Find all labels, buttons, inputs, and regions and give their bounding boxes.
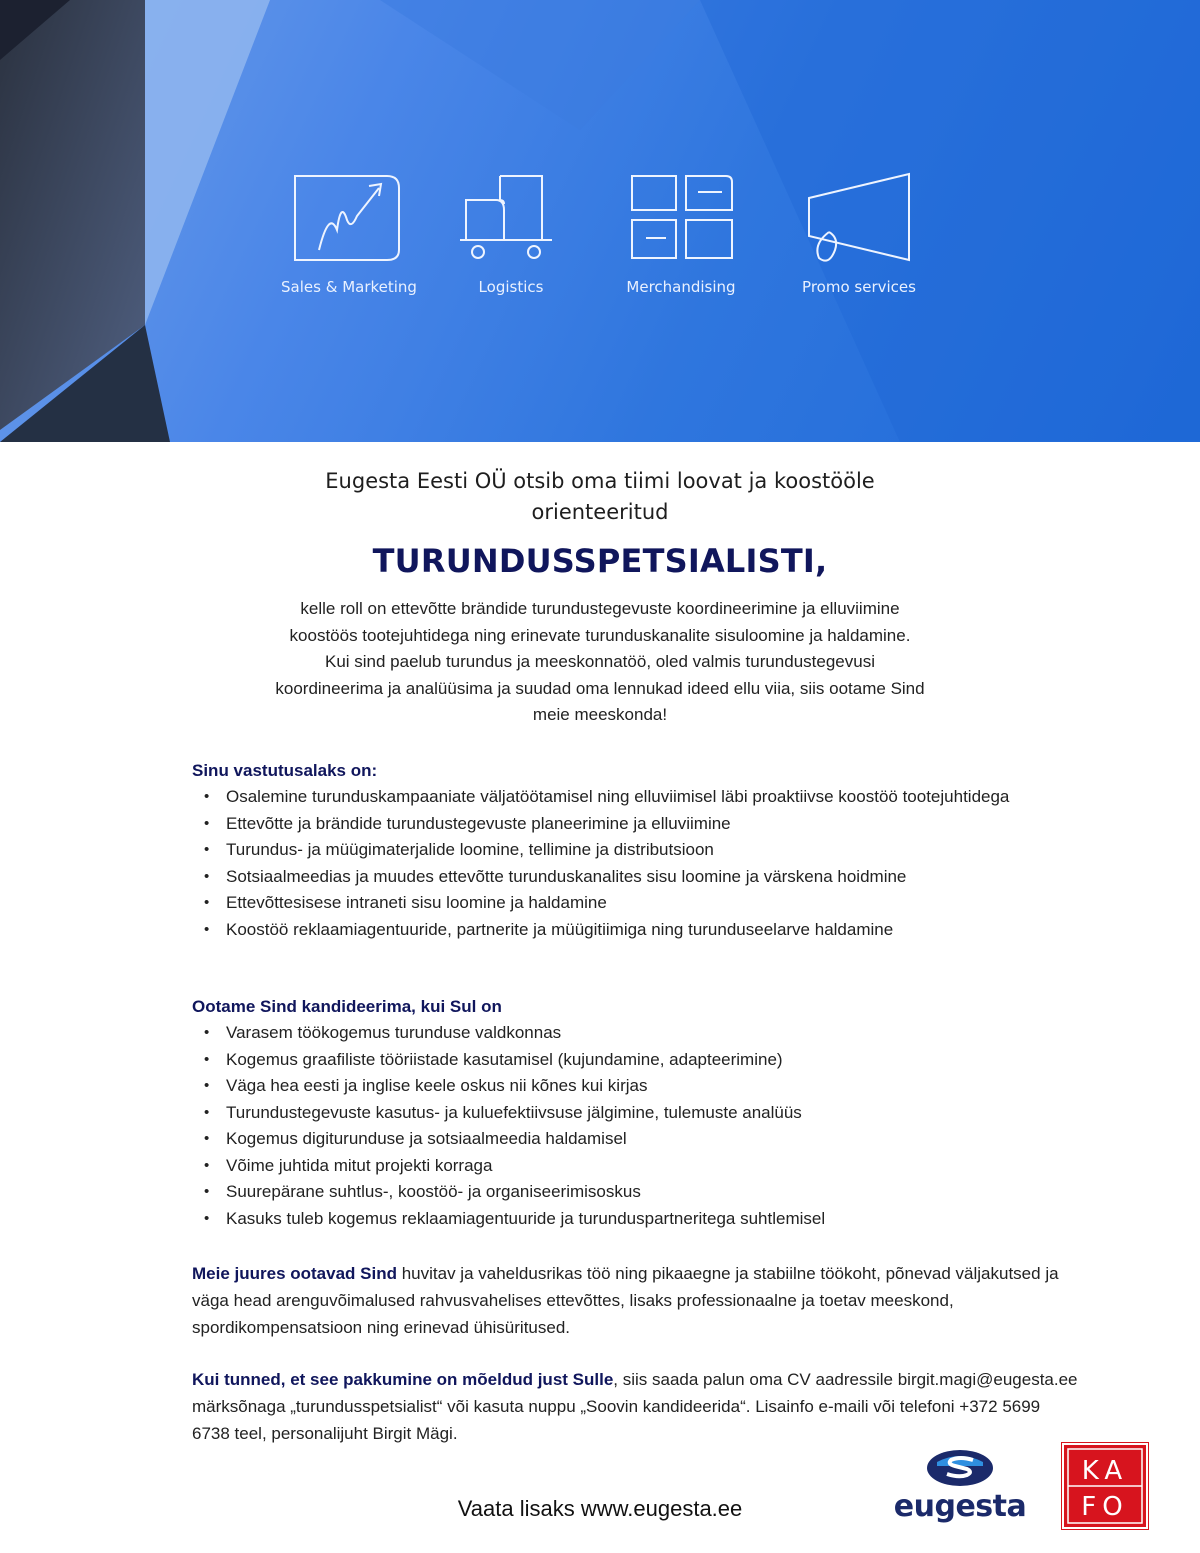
list-item: • Koostöö reklaamiagentuuride, partnerite ja müügitiimiga ning turunduseelarve haldamine <box>226 917 1072 944</box>
apply-lead: Kui tunned, et see pakkumine on mõeldud just Sulle <box>192 1370 614 1389</box>
service-sales-marketing <box>259 170 439 296</box>
list-item: • Võime juhtida mitut projekti korraga <box>226 1153 1072 1180</box>
list-item: • Turundustegevuste kasutus- ja kuluefektiivsuse jälgimine, tulemuste analüüs <box>226 1100 1072 1127</box>
apply-paragraph <box>192 1366 1082 1447</box>
role-line: kelle roll on ettevõtte brändide turundustegevuste koordineerimine ja elluviimine <box>300 599 900 618</box>
eugesta-emblem-icon <box>925 1448 995 1488</box>
role-description <box>200 596 1000 729</box>
service-label: Sales & Marketing <box>281 278 417 296</box>
service-label: Merchandising <box>626 278 736 296</box>
requirements-list <box>192 1020 1072 1232</box>
hero-banner <box>0 0 1200 442</box>
list-item: • Väga hea eesti ja inglise keele oskus nii kõnes kui kirjas <box>226 1073 1072 1100</box>
service-logistics <box>421 170 601 296</box>
role-line: koostöös tootejuhtidega ning erinevate turunduskanalite sisuloomine ja haldamine. <box>289 625 911 645</box>
megaphone-icon <box>799 170 919 266</box>
website-link[interactable]: Vaata lisaks www.eugesta.ee <box>457 1496 743 1521</box>
list-item: • Varasem töökogemus turunduse valdkonnas <box>226 1020 1072 1047</box>
apply-text: , siis saada palun oma CV aadressile birgit.magi@eugesta.ee märksõnaga „turundusspetsialist“ või kasuta nuppu „Soovin kandideerida“. Lisainfo e-maili või telefoni +372 5699 6738 teel, personalijuht Birgit Mägi. <box>192 1370 1078 1443</box>
list-item: • Ettevõttesisese intraneti sisu loomine ja haldamine <box>226 890 1072 917</box>
requirements-section <box>192 994 1072 1232</box>
merchandising-shelf-icon <box>626 170 736 266</box>
service-promo <box>769 170 949 296</box>
list-item: • Kasuks tuleb kogemus reklaamiagentuuride ja turunduspartneritega suhtlemisel <box>226 1206 1072 1233</box>
list-item: • Kogemus digiturunduse ja sotsiaalmeedia haldamisel <box>226 1126 1072 1153</box>
intro-line: Eugesta Eesti OÜ otsib oma tiimi loovat ja koostööle <box>325 469 875 493</box>
offer-paragraph <box>192 1260 1082 1341</box>
requirements-heading: Ootame Sind kandideerima, kui Sul on <box>192 997 502 1016</box>
service-label: Logistics <box>478 278 544 296</box>
role-line: koordineerima ja analüüsima ja suudad oma lennukad ideed ellu viia, siis ootame Sind <box>275 678 925 698</box>
list-item: • Osalemine turunduskampaaniate väljatöötamisel ning elluviimisel läbi proaktiivse koostöö tootejuhtidega <box>226 784 1026 811</box>
role-line: Kui sind paelub turundus ja meeskonnatöö, oled valmis turundustegevusi <box>324 652 875 671</box>
role-line: meie meeskonda! <box>532 705 668 724</box>
eugesta-logo <box>890 1448 1030 1524</box>
service-merchandising <box>591 170 771 296</box>
sales-chart-icon <box>289 170 409 266</box>
list-item: • Turundus- ja müügimaterjalide loomine, tellimine ja distributsioon <box>226 837 1072 864</box>
list-item: • Ettevõtte ja brändide turundustegevuste planeerimine ja elluviimine <box>226 811 1072 838</box>
kafo-letters <box>1064 1445 1146 1527</box>
kafo-top: KA <box>1081 1456 1129 1486</box>
logistics-cart-icon <box>456 170 566 266</box>
responsibilities-heading: Sinu vastutusalaks on: <box>192 761 378 780</box>
offer-lead: Meie juures ootavad Sind <box>192 1264 397 1283</box>
intro-line: orienteeritud <box>531 500 669 524</box>
kafo-logo <box>1062 1443 1148 1529</box>
list-item: • Suurepärane suhtlus-, koostöö- ja organiseerimisoskus <box>226 1179 1072 1206</box>
eugesta-wordmark: eugesta <box>893 1489 1027 1524</box>
intro-heading <box>200 466 1000 528</box>
kafo-bottom: FO <box>1081 1492 1129 1522</box>
service-label: Promo services <box>802 278 916 296</box>
list-item: • Sotsiaalmeedias ja muudes ettevõtte turunduskanalites sisu loomine ja värskena hoidmine <box>226 864 1072 891</box>
job-title: TURUNDUSSPETSIALISTI, <box>372 542 828 580</box>
responsibilities-list <box>192 784 1072 943</box>
offer-text: huvitav ja vaheldusrikas töö ning pikaaegne ja stabiilne töökoht, põnevad väljakutsed ja väga head arenguvõimalused rahvusvahelises ettevõttes, lisaks professionaalne ja toetav meeskond, spordikompensatsioon ning erinevad ühisüritused. <box>192 1264 1059 1337</box>
responsibilities-section <box>192 758 1072 943</box>
list-item: • Kogemus graafiliste tööriistade kasutamisel (kujundamine, adapteerimine) <box>226 1047 1072 1074</box>
